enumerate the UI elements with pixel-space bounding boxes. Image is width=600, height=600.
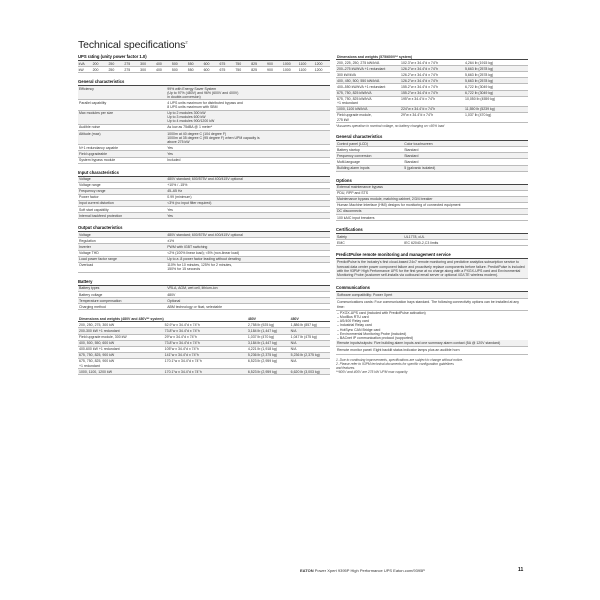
input-value: Yes <box>166 207 330 213</box>
ups-rating-label: kVA <box>78 61 92 67</box>
dims-left-weight-480b: 5,236 lb (2,375 kg) <box>290 352 330 358</box>
input-table <box>78 177 330 220</box>
dims-right-dimensions: 195"w x 34.4"d x 74"h <box>400 96 464 106</box>
battery-value: Optional <box>166 298 330 304</box>
ups-rating-value: 600 <box>203 61 219 67</box>
general-value: Up to 2 modules 300 kW Up to 3 modules 600 kW Up to 4 modules 900/1200 kW <box>166 110 330 124</box>
general-key: System bypass module <box>78 157 166 163</box>
communications-card-item: – Environmental Monitoring Probe (included) <box>337 331 407 336</box>
general-row <box>78 100 330 110</box>
cert-value: UL1778, cUL <box>403 234 528 240</box>
general-key: Parallel capability <box>78 100 166 110</box>
dims-left-model: 1000, 1100, 1200 kW <box>78 369 164 375</box>
dims-left-dimensions: 52.9"w x 34.4"d x 74"h <box>164 322 247 328</box>
dims-left-weight-480b: 1,886 lb (857 kg) <box>290 322 330 328</box>
input-key: Power factor <box>78 194 166 200</box>
options-table <box>336 185 528 222</box>
ups-rating-value: 275 <box>124 61 140 67</box>
output-value: ±1% <box>166 238 330 244</box>
ups-rating-row <box>78 67 330 73</box>
general-right-key: Frequency conversion <box>336 153 403 159</box>
general-right-value: Standard <box>403 153 528 159</box>
dims-right-weight: 5,663 lb (2578 kg) <box>464 66 528 72</box>
ups-rating-value: 1200 <box>314 61 330 67</box>
ups-rating-value: 900 <box>266 67 282 73</box>
output-key: Inverter <box>78 244 166 250</box>
dims-left-model: 400-600 kW +1 redundant <box>78 346 164 352</box>
battery-title: Battery <box>78 279 330 286</box>
dims-right-model: 675, 750, 825 kW/kVA +1 redundant <box>336 96 400 106</box>
output-title: Output characteristics <box>78 225 330 232</box>
ups-rating-value: 750 <box>235 61 251 67</box>
dims-left-dimensions: 73.8"w x 34.4"d x 74"h <box>164 340 247 346</box>
general-value: 1000m at 40 degree C (104 degree F) 1000m at 35 degree C (95 degree F) when UPM capacity is above 275 kW <box>166 131 330 145</box>
input-value: 480V standard; 600/575V and 400/415V optional <box>166 177 330 183</box>
ups-rating-value: 200 <box>92 61 108 67</box>
dims-right-weight: 5,663 lb (2578 kg) <box>464 78 528 84</box>
output-key: Voltage THD <box>78 250 166 256</box>
general-table <box>78 86 330 163</box>
general-value: Yes <box>166 151 330 157</box>
output-section <box>78 225 330 273</box>
dims-left-weight-480b: N/A <box>290 328 330 334</box>
dims-left-dimensions: 73.8"w x 34.4"d x 74"h <box>164 328 247 334</box>
ups-rating-value: 500 <box>171 61 187 67</box>
options-item: 100 kAIC input breakers <box>336 215 528 221</box>
cert-key: EMC <box>336 240 403 246</box>
cert-value: IEC 62040-2,C3 limits <box>403 240 528 246</box>
options-title: Options <box>336 178 528 185</box>
general-row <box>78 157 330 163</box>
ups-rating-value: 550 <box>187 61 203 67</box>
footnote: **600V and 400V are 275 kW UPM max capacity <box>336 369 408 374</box>
general-value: As low as 75dBA @ 1 meter* <box>166 124 330 130</box>
ups-rating-value: 825 <box>251 67 267 73</box>
dims-left-col-480: 480V <box>247 316 290 322</box>
dims-left-dimensions: 170.1"w x 34.4"d x 74"h <box>164 369 247 375</box>
dims-right-dimensions: 102.3"w x 34.4"d x 74"h <box>400 60 464 66</box>
input-key: Frequency range <box>78 188 166 194</box>
dims-right-row <box>336 96 528 106</box>
dims-left-model: 400, 500, 550, 600 kW <box>78 340 164 346</box>
battery-value: VRLA, AGM, wet cell, lithium-ion <box>166 286 330 292</box>
communications-section <box>336 285 528 354</box>
options-item: Maintenance bypass module, matching cabinet, 2/3/4 breaker <box>336 196 528 202</box>
dims-left-row <box>78 358 330 368</box>
ups-rating-value: 200 <box>92 67 108 73</box>
communications-card-item: – BACnet IP communication protocol (supported) <box>337 335 414 340</box>
dims-right-model: 200–275 kW/kVA +1 redundant <box>336 66 400 72</box>
dims-left-col-480b: 480V <box>290 316 330 322</box>
dims-left-model: Field upgrade module, 300 kW <box>78 334 164 340</box>
general-right-key: Control panel (LCD) <box>336 141 403 147</box>
input-section <box>78 170 330 220</box>
general-value: 99% with Energy Saver System (Up to 97% (480V) and 96% (600V and 400V) in double-conversion) <box>166 86 330 100</box>
dims-right-note: *Assumes operation in nominal voltage, no battery charging on <60% load <box>336 124 445 129</box>
footer-brand: EATON <box>300 568 314 573</box>
general-value: Yes <box>166 145 330 151</box>
dims-left-model: 675, 750, 825, 900 kW <box>78 352 164 358</box>
dims-right-dimensions: 126.2"w x 34.4"d x 74"h <box>400 66 464 72</box>
ups-rating-value: 675 <box>219 61 235 67</box>
input-value: +10% / -15% <box>166 182 330 188</box>
title-superscript: 2 <box>185 39 188 45</box>
dims-left-weight-480b: N/A <box>290 358 330 368</box>
input-key: Soft start capability <box>78 207 166 213</box>
right-column <box>336 54 528 374</box>
predictpulse-title: PredictPulse remote monitoring and management service <box>336 252 528 259</box>
output-value: 480V standard; 600/575V and 400/415V optional <box>166 232 330 238</box>
output-value: Up to a .8 power factor leading without derating <box>166 256 330 262</box>
general-right-section <box>336 134 528 171</box>
dims-left-dimensions: 141"w x 34.4"d x 74"h <box>164 352 247 358</box>
ups-rating-value: 400 <box>155 67 171 73</box>
options-section <box>336 178 528 222</box>
battery-row <box>78 304 330 310</box>
ups-rating-value: 675 <box>219 67 235 73</box>
dims-right-model: 300 kW/kVA <box>336 72 400 78</box>
dims-right-model: 400–550 kW/kVA +1 redundant <box>336 84 400 90</box>
page-number: 11 <box>518 567 524 573</box>
battery-key: Battery voltage <box>78 292 166 298</box>
dims-right-weight: 1,037 lb (470 kg) <box>464 112 528 122</box>
general-row <box>78 110 330 124</box>
options-row <box>336 215 528 221</box>
ups-rating-value: 550 <box>187 67 203 73</box>
communications-card-item: – PXGX-UPS card (included with PredictPulse activation) <box>337 310 426 315</box>
output-value: <2% (100% linear load); <5% (non-linear load) <box>166 250 330 256</box>
ups-rating-value: 1100 <box>298 61 314 67</box>
dims-left-model: 200-300 kW +1 redundant <box>78 328 164 334</box>
battery-key: Battery types <box>78 286 166 292</box>
dims-right-title: Dimensions and weights (575/600V** system) <box>336 54 528 60</box>
dims-right-dimensions: 29"w x 34.4"d x 74"h <box>400 112 464 122</box>
general-right-value: Color touchscreen <box>403 141 528 147</box>
input-key: Voltage <box>78 177 166 183</box>
dims-right-dimensions: 155.2"w x 34.4"d x 74"h <box>400 84 464 90</box>
footer-text: Power Xpert 9395P High Performance UPS Eaton.com/9395P <box>314 568 425 573</box>
dims-right-table <box>336 54 528 123</box>
page-title: Technical specifications$^2$ <box>78 39 188 51</box>
dims-left-dimensions: 29"w x 34.4"d x 74"h <box>164 334 247 340</box>
ups-rating-value: 1200 <box>314 67 330 73</box>
general-key: Field upgradeable <box>78 151 166 157</box>
dims-left-weight-480b: N/A <box>290 340 330 346</box>
output-value: 110% for 10 minutes, 125% for 2 minutes, 150% for 15 seconds <box>166 262 330 272</box>
general-right-table <box>336 141 528 171</box>
ups-rating-section <box>78 54 330 73</box>
dims-left-weight-480: 5,236 lb (2,375 kg) <box>247 352 290 358</box>
general-key: N+1 redundancy capable <box>78 145 166 151</box>
dims-right-weight: 11,550 lb (5239 kg) <box>464 106 528 112</box>
battery-value: ABM technology or float, selectable <box>166 304 330 310</box>
ups-rating-value: 300 <box>140 67 156 73</box>
left-column <box>78 54 330 375</box>
general-section <box>78 79 330 163</box>
dims-right-section <box>336 54 528 128</box>
ups-rating-value: 300 <box>140 61 156 67</box>
ups-rating-label: kW <box>78 67 92 73</box>
general-right-value: Standard <box>403 147 528 153</box>
dims-left-weight-480: 3,184 lb (1,447 kg) <box>247 340 290 346</box>
ups-rating-value: 500 <box>171 67 187 73</box>
dims-left-weight-480b: 6,620 lb (3,003 kg) <box>290 369 330 375</box>
dims-left-weight-480: 1,037 lb (470 kg) <box>247 334 290 340</box>
ups-rating-table <box>78 61 330 73</box>
ups-rating-value: 250 <box>108 61 124 67</box>
cert-key: Safety <box>336 234 403 240</box>
input-value: 45–65 Hz <box>166 188 330 194</box>
ups-rating-value: 825 <box>251 61 267 67</box>
dims-left-weight-480: 2,758 lb (925 kg) <box>247 322 290 328</box>
output-value: PWM with IGBT switching <box>166 244 330 250</box>
communications-card-item: – HotSync CAN Bridge card <box>337 327 381 332</box>
dims-right-dimensions: 126.2"w x 34.4"d x 74"h <box>400 78 464 84</box>
dims-left-weight-480: 6,523 lb (2,959 kg) <box>247 369 290 375</box>
output-key: Voltage <box>78 232 166 238</box>
communications-title: Communications <box>336 285 528 292</box>
battery-value: 480V <box>166 292 330 298</box>
dims-right-weight: 5,663 lb (2578 kg) <box>464 72 528 78</box>
general-row <box>78 86 330 100</box>
dims-right-dimensions: 224"w x 34.4"d x 74"h <box>400 106 464 112</box>
general-right-value: Standard <box>403 159 528 165</box>
dims-right-model: 400, 450, 500, 550 kW/kVA <box>336 78 400 84</box>
general-key: Max modules per size <box>78 110 166 124</box>
communications-card-list <box>336 311 528 340</box>
communications-monitor: Remote monitor panel: Eight backlit status indicator lamps plus an audible horn <box>336 347 528 354</box>
dims-right-weight: 10,050 lb (4559 kg) <box>464 96 528 106</box>
input-value: Yes <box>166 213 330 219</box>
ups-rating-title: UPS rating (unity power factor 1.0) <box>78 54 330 61</box>
options-item: External maintenance bypass <box>336 185 528 191</box>
options-item: PDU, RPP and STS <box>336 190 528 196</box>
battery-key: Charging method <box>78 304 166 310</box>
general-right-key: Battery startup <box>336 147 403 153</box>
footer <box>300 568 425 573</box>
footnote: 1. Due to continuing improvements, specifications are subject to change without notice. <box>336 357 464 362</box>
dims-right-model: 200, 225, 250, 275 kW/kVA <box>336 60 400 66</box>
dims-right-dimensions: 155.2"w x 34.4"d x 74"h <box>400 90 464 96</box>
ups-rating-value: 275 <box>124 67 140 73</box>
input-value: 0.99 (minimum) <box>166 194 330 200</box>
battery-key: Temperature compensation <box>78 298 166 304</box>
input-value: <3% (no input filter required) <box>166 200 330 206</box>
general-value: 4 UPS units maximum for distributed bypass and 8 UPS units maximum with SBM <box>166 100 330 110</box>
ups-rating-value: 250 <box>108 67 124 73</box>
ups-rating-value: 1000 <box>282 67 298 73</box>
output-key: Regulation <box>78 238 166 244</box>
dims-left-row <box>78 369 330 375</box>
output-row <box>78 262 330 272</box>
general-right-value: 5 (galvanic isolated) <box>403 165 528 171</box>
dims-right-row <box>336 112 528 122</box>
dims-right-model: Field upgrade module, 275 kW <box>336 112 400 122</box>
communications-card-item: – Industrial Relay card <box>337 323 372 328</box>
dims-right-model: 675, 750, 825 kW/kVA <box>336 90 400 96</box>
input-title: Input characteristics <box>78 170 330 177</box>
communications-intro: Communications cards: Four communication bays standard. The following connectivity options can be installed at any time: <box>336 299 528 310</box>
dims-left-model: 200, 250, 275, 300 kW <box>78 322 164 328</box>
dims-left-weight-480: 6,523 lb (2,959 kg) <box>247 358 290 368</box>
ups-rating-value: 600 <box>203 67 219 73</box>
input-key: Voltage range <box>78 182 166 188</box>
footnotes <box>336 358 528 374</box>
certifications-table <box>336 234 528 246</box>
general-row <box>78 131 330 145</box>
dims-left-table <box>78 316 330 375</box>
ups-rating-value: 1100 <box>298 67 314 73</box>
ups-rating-value: 400 <box>155 61 171 67</box>
general-key: Efficiency <box>78 86 166 100</box>
dims-left-weight-480: 4,221 lb (1,918 kg) <box>247 346 290 352</box>
input-key: Internal backfeed protection <box>78 213 166 219</box>
general-key: Altitude (max) <box>78 131 166 145</box>
communications-relay: Remote inputs/outputs: Five building alarm inputs and one summary alarm contact (5A @ 120V standard) <box>336 340 528 347</box>
ups-rating-value: 750 <box>235 67 251 73</box>
general-right-key: Building alarm inputs <box>336 165 403 171</box>
general-key: Audible noise <box>78 124 166 130</box>
dims-left-weight-480: 3,184 lb (1,447 kg) <box>247 328 290 334</box>
dims-left-weight-480b: N/A <box>290 346 330 352</box>
communications-card-item: – AS/400 Relay card <box>337 319 369 324</box>
cert-row <box>336 240 528 246</box>
communications-subtitle: Software compatibility: Power Xpert <box>336 292 528 299</box>
dims-right-model: 1000, 1100 kW/kVA <box>336 106 400 112</box>
dims-left-weight-480b: 1,047 lb (475 kg) <box>290 334 330 340</box>
battery-table <box>78 286 330 310</box>
certifications-section <box>336 227 528 246</box>
general-right-key: Multi-language <box>336 159 403 165</box>
dims-right-weight: 6,722 lb (3049 kg) <box>464 90 528 96</box>
dims-left-dimensions: 105"w x 34.4"d x 74"h <box>164 346 247 352</box>
communications-card-item: – ModBus RTU card <box>337 314 369 319</box>
output-key: Overload <box>78 262 166 272</box>
dims-right-weight: 4,264 lb (1915 kg) <box>464 60 528 66</box>
output-table <box>78 232 330 273</box>
general-right-title: General characteristics <box>336 134 528 141</box>
ups-rating-value: 1000 <box>282 61 298 67</box>
general-right-row <box>336 165 528 171</box>
options-item: Human Machine Interface (HMI) designs for monitoring of connected equipment <box>336 202 528 208</box>
dims-left-dimensions: 170.1"w x 34.4"d x 74"h <box>164 358 247 368</box>
general-title: General characteristics <box>78 79 330 86</box>
input-key: Input current distortion <box>78 200 166 206</box>
dims-left-model: 675, 750, 825, 900 kW +1 redundant <box>78 358 164 368</box>
dims-left-title: Dimensions and weights (480V and 480V** system) <box>79 316 164 321</box>
predictpulse-section <box>336 252 528 279</box>
dims-right-dimensions: 126.2"w x 34.4"d x 74"h <box>400 72 464 78</box>
footnote: 2. Please refer to 93PM technical documents for specific configuration guidelines and features. <box>336 361 454 370</box>
dims-left-section <box>78 316 330 375</box>
predictpulse-text: PredictPulse is the industry's first cloud-based 24x7 remote monitoring and predictive analytics subscription service to forecast data center power component failure and proactively replace components before failure. PredictPulse is included with the 93PM* High Performance UPS for the first year at no charge along with a PXGX-UPS card and Environmental Monitoring Probe (customer self-installs via outbound email server or optional 4G/LTE wireless modem). <box>336 259 528 279</box>
dims-right-weight: 6,722 lb (3049 kg) <box>464 84 528 90</box>
certifications-title: Certifications <box>336 227 528 234</box>
general-value: Included <box>166 157 330 163</box>
output-key: Load power factor range <box>78 256 166 262</box>
ups-rating-value: 900 <box>266 61 282 67</box>
options-item: DC disconnects <box>336 208 528 214</box>
input-row <box>78 213 330 219</box>
battery-section <box>78 279 330 310</box>
